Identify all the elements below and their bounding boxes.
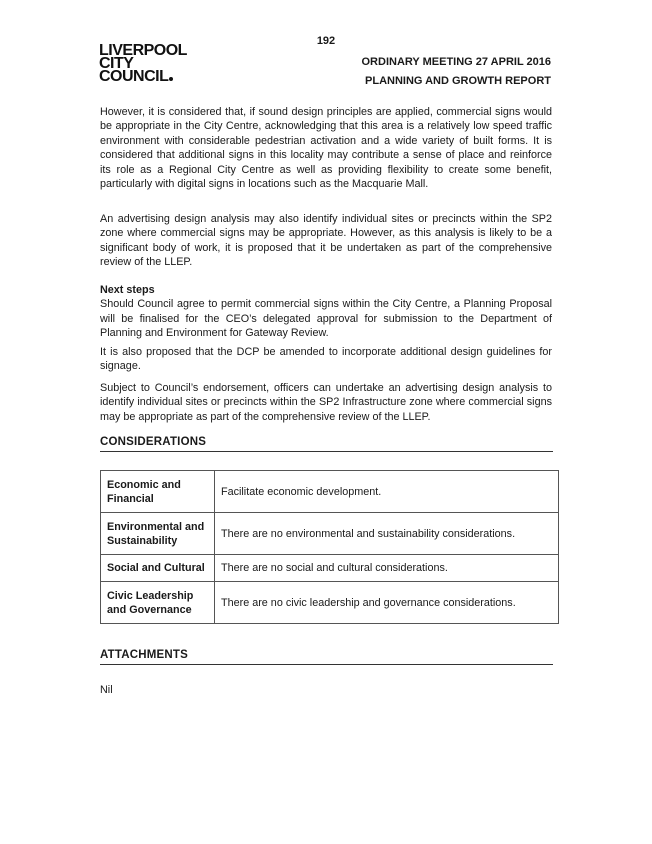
row-value: There are no environmental and sustainability considerations.	[215, 513, 559, 555]
logo-line-3: COUNCIL	[99, 68, 169, 85]
paragraph-4-text: It is also proposed that the DCP be amended to incorporate additional design guidelines for signage.	[100, 346, 552, 373]
row-value: Facilitate economic development.	[215, 471, 559, 513]
council-logo	[99, 44, 187, 83]
logo-line-1: LIVERPOOL	[99, 42, 187, 59]
logo-line-2: CITY	[99, 55, 134, 72]
table-row	[101, 582, 559, 624]
row-label: Civic Leadership and Governance	[101, 582, 215, 624]
paragraph-2-text: An advertising design analysis may also identify individual sites or precincts within the SP2 zone where commercial signs may be appropriate. However, as this analysis is likely to be a significant body of work, it is proposed that it be undertaken as part of the comprehensive review of the LLEP.	[100, 213, 552, 269]
next-steps-section	[100, 283, 552, 341]
paragraph-1	[100, 105, 552, 191]
paragraph-5	[100, 381, 552, 424]
table-row	[101, 513, 559, 555]
next-steps-heading: Next steps	[100, 284, 155, 296]
paragraph-1-text: However, it is considered that, if sound design principles are applied, commercial signs would be appropriate in the City Centre, acknowledging that this area is a relatively low speed traffic environment with considerable pedestrian activation and a wide variety of built forms. It is considered that additional signs in this locality may contribute a sense of place and reinforce its role as a Regional City Centre as well as providing flexibility to create some benefit, particularly with digital signs in locations such as the Macquarie Mall.	[100, 106, 552, 191]
row-label: Economic and Financial	[101, 471, 215, 513]
considerations-title: CONSIDERATIONS	[100, 436, 553, 452]
considerations-table	[100, 470, 559, 624]
row-value: There are no civic leadership and governance considerations.	[215, 582, 559, 624]
report-header: PLANNING AND GROWTH REPORT	[365, 75, 551, 87]
attachments-title: ATTACHMENTS	[100, 649, 553, 665]
paragraph-3-text: Should Council agree to permit commercial signs within the City Centre, a Planning Proposal will be finalised for the CEO’s delegated approval for submission to the Department of Planning and Environment for Gateway Review.	[100, 298, 552, 340]
table-row	[101, 555, 559, 582]
paragraph-2	[100, 212, 552, 270]
attachments-value: Nil	[100, 684, 113, 696]
row-label: Social and Cultural	[101, 555, 215, 582]
row-value: There are no social and cultural considerations.	[215, 555, 559, 582]
paragraph-5-text: Subject to Council’s endorsement, officers can undertake an advertising design analysis to identify individual sites or precincts within the SP2 Infrastructure zone where commercial signs may be appropriate as part of the comprehensive review of the LLEP.	[100, 382, 552, 423]
logo-dot-icon	[169, 77, 173, 81]
page-number: 192	[316, 35, 336, 47]
meeting-header: ORDINARY MEETING 27 APRIL 2016	[361, 56, 551, 68]
row-label: Environmental and Sustainability	[101, 513, 215, 555]
paragraph-4	[100, 345, 552, 374]
table-row	[101, 471, 559, 513]
